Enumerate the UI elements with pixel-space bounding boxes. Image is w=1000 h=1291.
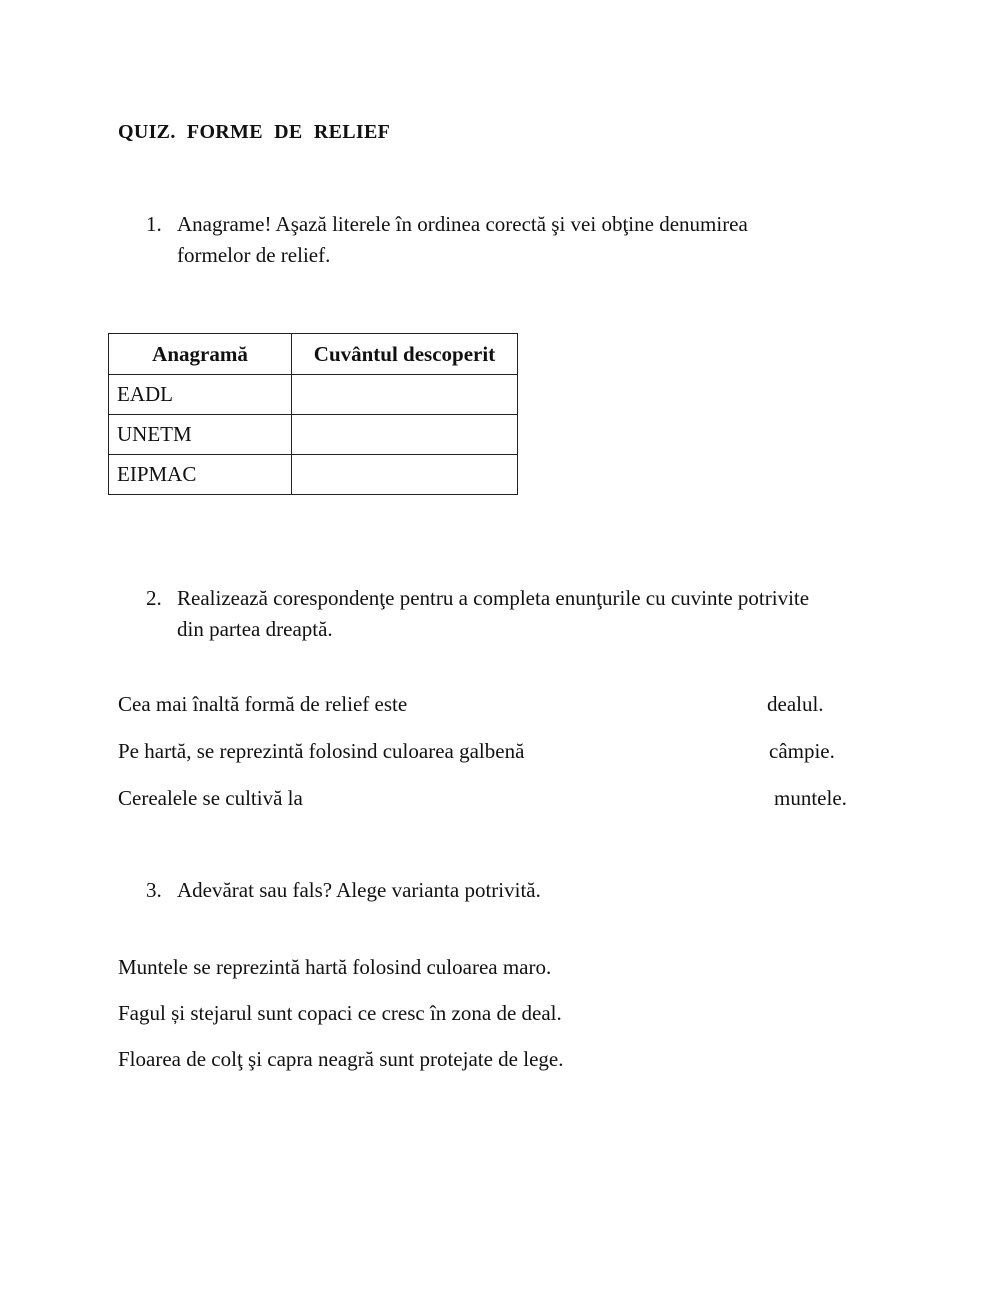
- matching-sentence: Cea mai înaltă formă de relief este: [118, 692, 408, 716]
- page-title: QUIZ. FORME DE RELIEF: [118, 121, 391, 143]
- anagram-table: [108, 333, 518, 495]
- table-row: [109, 415, 518, 455]
- question-2-line-2: din partea dreaptă.: [177, 617, 333, 641]
- matching-sentence: Cerealele se cultivă la: [118, 786, 303, 810]
- answer-cell[interactable]: [292, 375, 518, 415]
- true-false-statement[interactable]: Fagul și stejarul sunt copaci ce cresc în zona de deal.: [118, 1001, 562, 1025]
- question-1-line-2: formelor de relief.: [177, 243, 331, 267]
- question-2-line-1: Realizează corespondenţe pentru a completa enunţurile cu cuvinte potrivite: [177, 586, 810, 610]
- answer-cell[interactable]: [292, 455, 518, 495]
- question-1-number: 1.: [146, 212, 162, 236]
- answer-cell[interactable]: [292, 415, 518, 455]
- table-row: [109, 375, 518, 415]
- anagram-cell: EADL: [109, 375, 292, 415]
- header-anagram: Anagramă: [109, 334, 292, 375]
- header-discovered-word: Cuvântul descoperit: [292, 334, 518, 375]
- question-1-line-1: Anagrame! Aşază literele în ordinea corectă şi vei obţine denumirea: [177, 212, 748, 236]
- matching-option[interactable]: dealul.: [767, 692, 824, 716]
- true-false-statement[interactable]: Floarea de colţ şi capra neagră sunt protejate de lege.: [118, 1047, 564, 1071]
- question-3-line-1: Adevărat sau fals? Alege varianta potrivită.: [177, 878, 541, 902]
- matching-sentence: Pe hartă, se reprezintă folosind culoarea galbenă: [118, 739, 525, 763]
- question-3-number: 3.: [146, 878, 162, 902]
- true-false-statement[interactable]: Muntele se reprezintă hartă folosind culoarea maro.: [118, 955, 552, 979]
- anagram-cell: EIPMAC: [109, 455, 292, 495]
- question-2-number: 2.: [146, 586, 162, 610]
- matching-option[interactable]: câmpie.: [769, 739, 835, 763]
- anagram-cell: UNETM: [109, 415, 292, 455]
- table-row: [109, 455, 518, 495]
- matching-option[interactable]: muntele.: [774, 786, 847, 810]
- table-header-row: [109, 334, 518, 375]
